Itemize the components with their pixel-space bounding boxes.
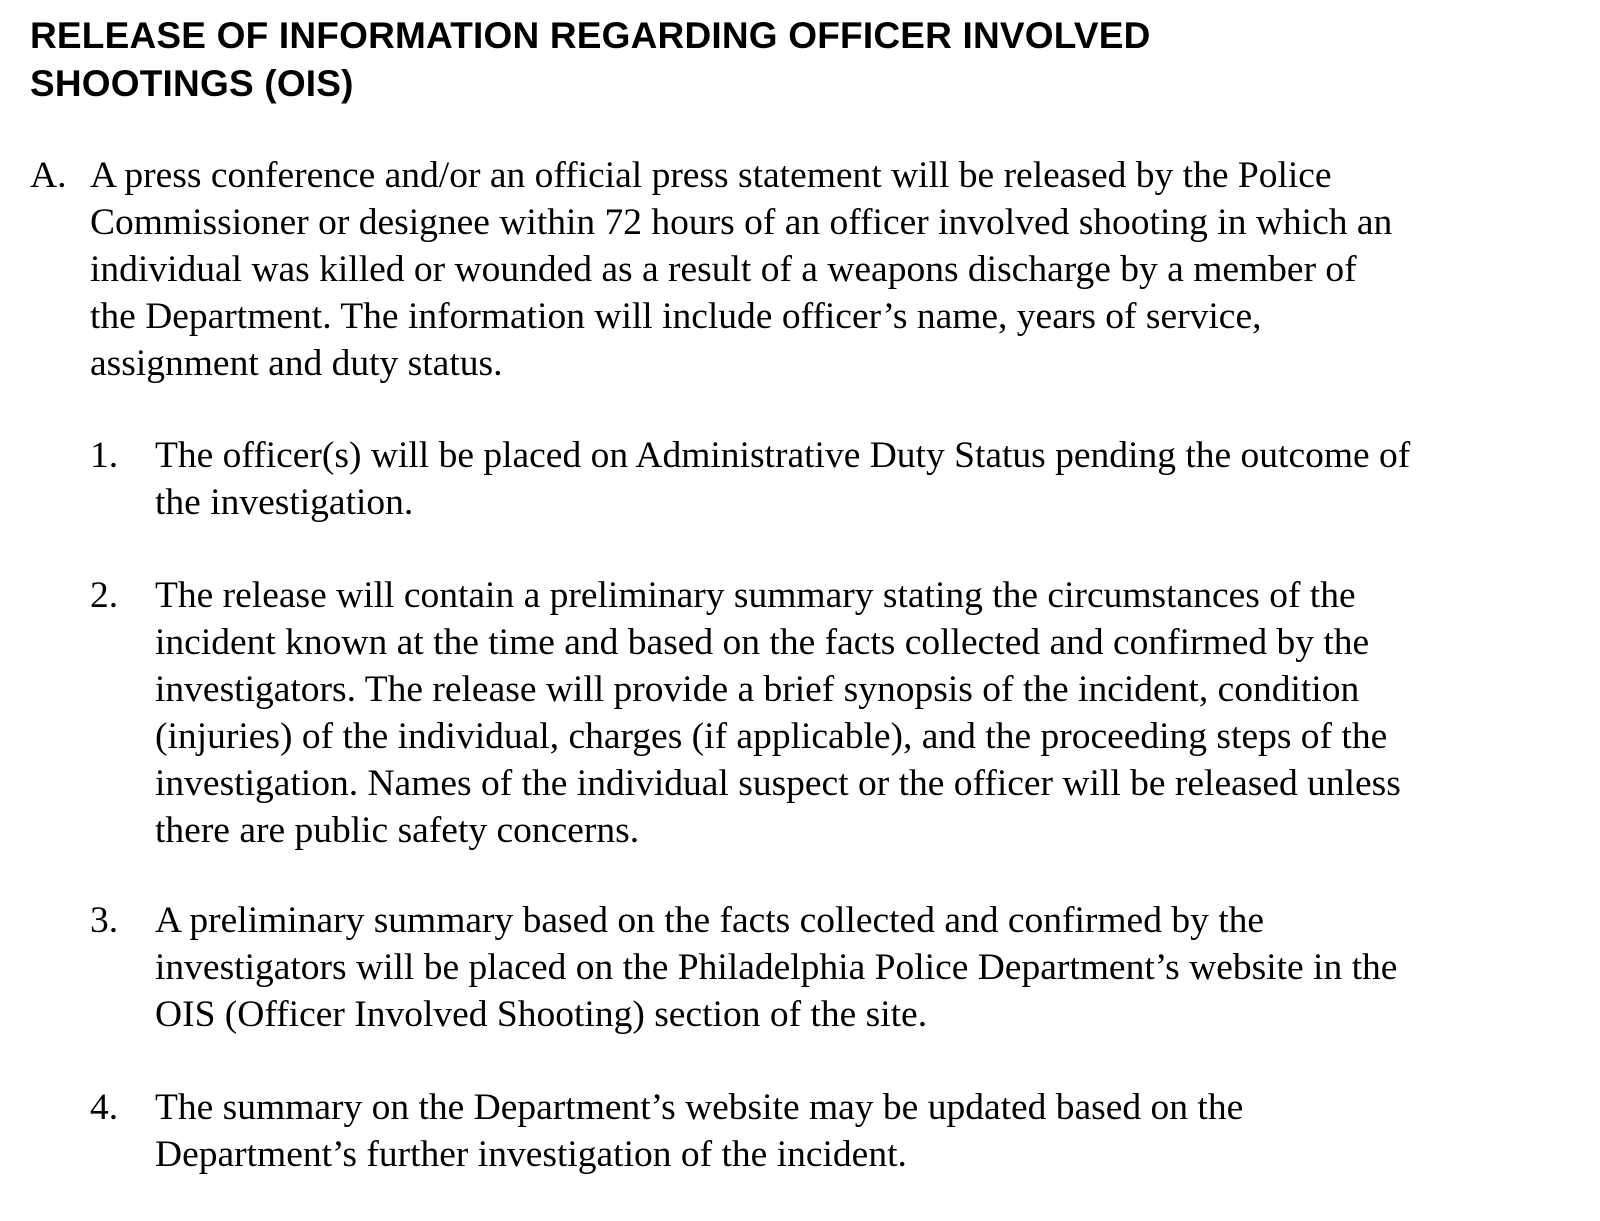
title-line: RELEASE OF INFORMATION REGARDING OFFICER INVOLVED [30,15,1151,56]
paragraph-line: The release will contain a preliminary summary stating the circumstances of the [155,575,1356,616]
list-item-text [155,572,1565,854]
list-item-number: 4. [90,1087,119,1128]
paragraph-line: the Department. The information will include officer’s name, years of service, [90,296,1262,337]
paragraph-line: incident known at the time and based on the facts collected and confirmed by the [155,622,1370,663]
list-item-number: 2. [90,575,119,616]
paragraph-line: Department’s further investigation of the incident. [155,1134,907,1175]
paragraph-line: assignment and duty status. [90,343,503,384]
paragraph-line: investigators. The release will provide a brief synopsis of the incident, condition [155,669,1360,710]
paragraph-line: Commissioner or designee within 72 hours of an officer involved shooting in which an [90,202,1393,243]
paragraph-line: the investigation. [155,482,414,523]
paragraph-line: (injuries) of the individual, charges (if applicable), and the proceeding steps of the [155,716,1388,757]
list-item-number: 1. [90,435,119,476]
paragraph-line: The summary on the Department’s website may be updated based on the [155,1087,1244,1128]
paragraph-line: OIS (Officer Involved Shooting) section of the site. [155,994,928,1035]
paragraph-line: A preliminary summary based on the facts collected and confirmed by the [155,900,1265,941]
paragraph-line: The officer(s) will be placed on Administrative Duty Status pending the outcome of [155,435,1411,476]
paragraph-line: there are public safety concerns. [155,810,640,851]
paragraph-line: A press conference and/or an official press statement will be released by the Police [90,155,1332,196]
list-item-text [155,897,1565,1038]
section-a-paragraph [90,152,1570,387]
paragraph-line: individual was killed or wounded as a result of a weapons discharge by a member of [90,249,1357,290]
list-item-text [155,432,1565,526]
paragraph-line: investigation. Names of the individual suspect or the officer will be released unless [155,763,1401,804]
list-item-number: 3. [90,900,119,941]
title-line: SHOOTINGS (OIS) [30,63,354,104]
list-item-text [155,1084,1565,1178]
paragraph-line: investigators will be placed on the Philadelphia Police Department’s website in the [155,947,1398,988]
section-a-marker: A. [30,155,67,196]
document-title [30,12,1530,108]
